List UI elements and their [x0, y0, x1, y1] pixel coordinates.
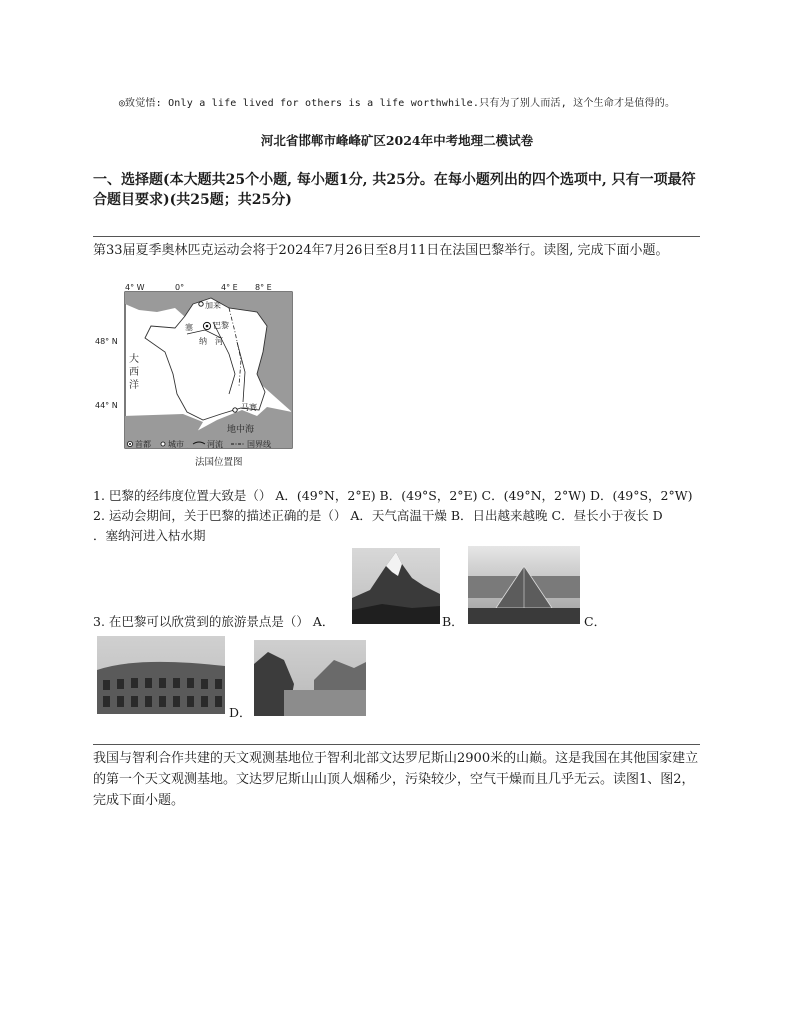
group2-intro: 我国与智利合作共建的天文观测基地位于智利北部文达罗尼斯山2900米的山巅。这是我国在其他国家建立的第一个天文观测基地。文达罗尼斯山山顶人烟稀少，污染较少，空气干燥而且几乎无云。读图1、图2，完成下面小题。 [93, 751, 699, 808]
legend-capital-icon-dot [129, 443, 131, 445]
france-map-svg [95, 282, 297, 472]
question-3-stem: 3. 在巴黎可以欣赏到的旅游景点是（） A． [93, 614, 335, 629]
colosseum-illustration [97, 636, 225, 714]
map-capital-dot [206, 325, 209, 328]
legend-capital-label: 首都 [135, 440, 151, 449]
option-b-label: B． [442, 614, 464, 629]
hills-right [314, 660, 366, 692]
map-river-label: 纳 [199, 337, 207, 346]
map-lat-label: 48° N [95, 337, 118, 346]
exam-title: 河北省邯郸市峰峰矿区2024年中考地理二模试卷 [260, 133, 534, 148]
group1-intro: 第33届夏季奥林匹克运动会将于2024年7月26日至8月11日在法国巴黎举行。读图, 完成下面小题。 [93, 243, 669, 258]
question-2: 2. 运动会期间，关于巴黎的描述正确的是（） A．天气高温干燥 B．日出越来越晚 C．昼长小于夜长 D [93, 508, 663, 523]
louvre-ground [468, 608, 580, 624]
map-sea-label: 地中海 [227, 425, 255, 435]
map-city-label: 马赛 [241, 403, 257, 412]
section-heading: 一、选择题(本大题共25个小题, 每小题1分, 共25分。在每小题列出的四个选项中, 只有一项最符合题目要求)(共25题；共25分) [93, 172, 696, 208]
landscape-illustration [254, 640, 366, 716]
map-ocean-label: 西 [129, 367, 139, 378]
option-c-colosseum-photo[interactable] [97, 636, 225, 714]
divider [93, 236, 700, 237]
louvre-illustration [468, 546, 580, 624]
option-c-label: C． [584, 614, 607, 629]
legend-river-label: 河流 [207, 440, 223, 449]
question-2-cont: ．塞纳河进入枯水期 [93, 528, 206, 543]
map-lon-label: 4° E [221, 283, 238, 292]
map-city-label: 巴黎 [213, 321, 229, 330]
lake [284, 690, 366, 716]
map-caption: 法国位置图 [195, 457, 243, 468]
map-city-marker [233, 408, 237, 412]
map-lat-label: 44° N [95, 401, 118, 410]
mountain-illustration [352, 548, 440, 624]
map-river-label: 河 [215, 337, 223, 346]
header-motto: ◎致觉悟: Only a life lived for others is a life worthwhile.只有为了别人而活, 这个生命才是值得的。 [118, 98, 676, 109]
map-lon-label: 0° [175, 283, 185, 292]
legend-city-label: 城市 [168, 440, 184, 449]
map-ocean-label: 大 [129, 354, 139, 365]
map-city-label: 加来 [205, 301, 221, 310]
map-lon-label: 4° W [125, 283, 145, 292]
option-d-label: D． [229, 705, 252, 720]
legend-city-icon [161, 442, 165, 446]
option-a-mountain-photo[interactable] [352, 548, 440, 624]
map-city-marker [199, 302, 203, 306]
map-lon-label: 8° E [255, 283, 272, 292]
question-1: 1. 巴黎的经纬度位置大致是（） A．(49°N，2°E) B．(49°S，2°E) C．(49°N，2°W) D．(49°S，2°W) [93, 488, 693, 503]
map-ocean-label: 洋 [129, 380, 139, 391]
divider [93, 744, 700, 745]
legend-border-label: 国界线 [247, 440, 271, 449]
france-map [95, 282, 297, 472]
map-river-label: 塞 [185, 323, 193, 332]
option-d-landscape-photo[interactable] [254, 640, 366, 716]
option-b-louvre-photo[interactable] [468, 546, 580, 624]
